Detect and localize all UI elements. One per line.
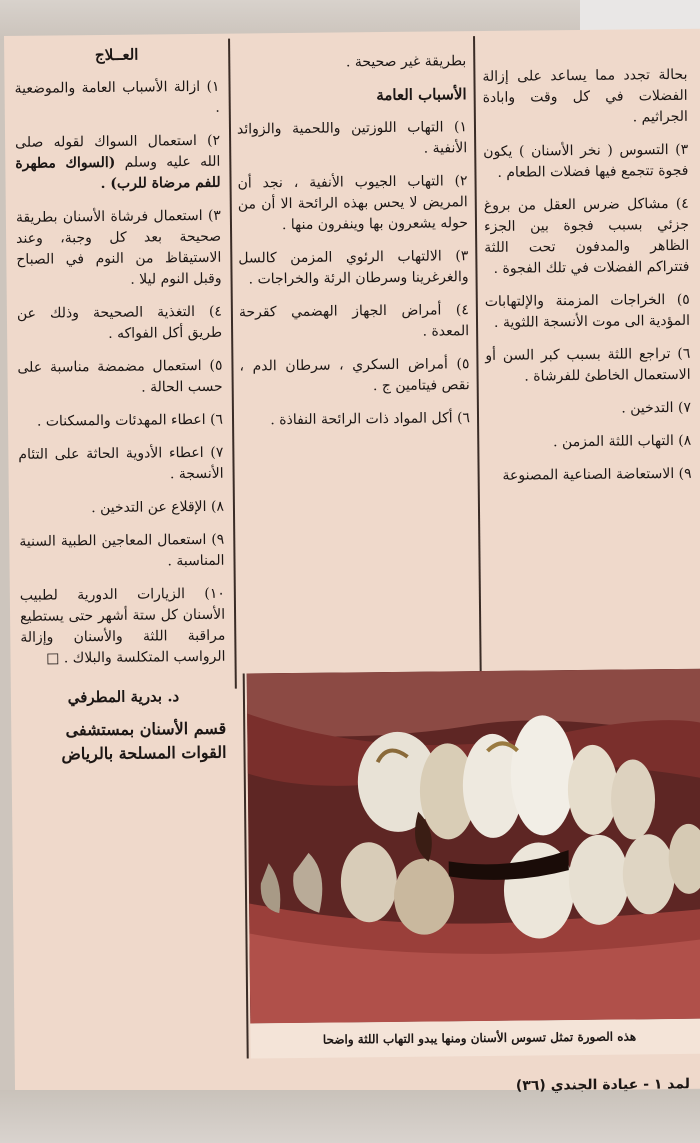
treatment-item: ٦) اعطاء المهدئات والمسكنات .	[36, 411, 224, 430]
treatment-item: ١٠) الزيارات الدورية لطبيب الأسنان كل ستة أشهر حتى يستطيع مراقبة اللثة والأسنان وإزالة الرواسب المتكلسة والبلاك . □	[19, 585, 226, 667]
treatment-item: ٤) التغذية الصحيحة وذلك عن طريق أكل الفواكه .	[16, 303, 223, 342]
local-causes-column	[482, 65, 692, 499]
treatment-item	[15, 131, 221, 196]
hadith-quote: (السواك مطهرة للفم مرضاة للرب) .	[15, 154, 221, 192]
treatment-item-text: ٢) استعمال السواك لقوله صلى الله عليه وسلم	[15, 132, 221, 171]
photo-caption: هذه الصورة تمثل تسوس الأسنان ومنها يبدو التهاب اللثة واضحا	[250, 1019, 700, 1059]
general-cause-item: ٦) أكل المواد ذات الرائحة النفاذة .	[270, 410, 471, 429]
general-causes-intro: بطريقة غير صحيحة .	[345, 53, 467, 71]
author-name: د. بدرية المطرفي	[67, 687, 180, 707]
magazine-page	[4, 29, 700, 1096]
treatment-item: ٥) استعمال مضمضة مناسبة على حسب الحالة .	[17, 357, 223, 396]
general-cause-item: ٥) أمراض السكري ، سرطان الدم ، نقص فيتامين ج .	[239, 356, 470, 395]
general-cause-item: ٢) التهاب الجيوب الأنفية ، نجد أن المريض لا يحس بهذه الرائحة الا أن من حوله يشعرون بها وينفرون منها .	[237, 173, 469, 234]
column-divider	[473, 36, 482, 681]
treatment-item: ٧) اعطاء الأدوية الحاثة على التئام الأنسجة .	[18, 444, 224, 483]
local-cause-item: ٤) مشاكل ضرس العقل من بروغ جزئي بسبب فجوة بين الجزء الظاهر والمدفون تحت اللثة فتتراكم الفضلات في تلك الفجوة .	[483, 195, 690, 277]
local-cause-item: ٨) التهاب اللثة المزمن .	[553, 432, 692, 451]
teeth-photo	[247, 669, 700, 1024]
general-cause-item: ٣) الالتهاب الرئوي المزمن كالسل والغرغرينا وسرطان الرئة والخراجات .	[238, 248, 469, 288]
general-causes-heading: الأسباب العامة	[376, 85, 467, 105]
treatment-item: ٩) استعمال المعاجين الطبية السنية المناسبة .	[19, 531, 225, 570]
bottom-background	[0, 1090, 700, 1143]
treatment-heading: العــلاج	[94, 45, 139, 65]
local-cause-item: بحالة تجدد مما يساعد على إزالة الفضلات في كل وقت وابادة الجراثيم .	[482, 66, 688, 126]
local-cause-item: ٥) الخراجات المزمنة والإلتهابات المؤدية الى موت الأنسجة اللثوية .	[484, 291, 691, 331]
page-footer: لمد ١ - عيادة الجندي (٣٦)	[515, 1076, 691, 1095]
local-cause-item: ٦) تراجع اللثة بسبب كبر السن أو الاستعمال الخاطئ للفرشاة .	[485, 345, 691, 385]
general-cause-item: ١) التهاب اللوزتين واللحمية والزوائد الأنفية .	[236, 119, 468, 157]
general-causes-column	[236, 51, 470, 443]
treatment-item: ١) ازالة الأسباب العامة والموضعية .	[14, 78, 220, 116]
column-divider	[228, 39, 237, 689]
local-cause-item: ٧) التدخين .	[621, 399, 692, 417]
treatment-item: ٨) الإقلاع عن التدخين .	[91, 498, 225, 517]
treatment-item: ٣) استعمال فرشاة الأسنان بطريقة صحيحة بعد كل وجبة، وعند الاستيقاظ من النوم في الصباح وقبل النوم ليلا .	[15, 207, 222, 288]
treatment-column	[14, 44, 227, 767]
local-cause-item: ٩) الاستعاضة الصناعية المصنوعة	[502, 465, 692, 484]
author-department: قسم الأسنان بمستشفى القوات المسلحة بالرياض	[61, 718, 227, 764]
local-cause-item: ٣) التسوس ( نخر الأسنان ) يكون فجوة تتجمع فيها فضلات الطعام .	[483, 141, 689, 181]
teeth-illustration	[247, 669, 700, 1024]
general-cause-item: ٤) أمراض الجهاز الهضمي كقرحة المعدة .	[238, 302, 470, 340]
